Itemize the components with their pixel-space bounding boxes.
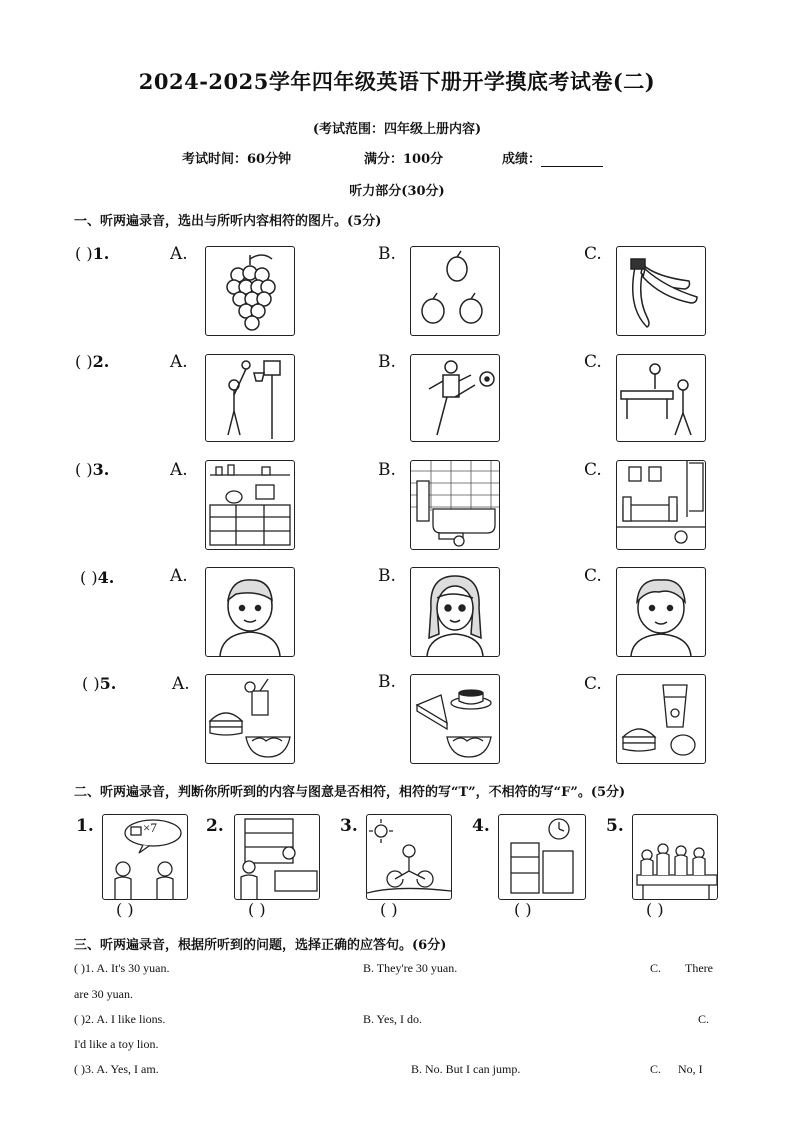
option-label-b: B. — [378, 460, 396, 480]
option-label-b: B. — [378, 672, 396, 692]
option-c-text: No, I — [678, 1062, 703, 1076]
q3-row — [75, 460, 109, 479]
sandwich-coffee-noodles-picture[interactable] — [410, 674, 500, 764]
basketball-picture[interactable] — [205, 354, 295, 442]
option-a: 2. A. I like lions. — [85, 1012, 166, 1026]
exam-scope: (考试范围：四年级上册内容) — [312, 122, 482, 137]
girl-face-picture[interactable] — [410, 567, 500, 657]
answer-paren[interactable]: ( ) — [74, 1062, 85, 1076]
question-number: 1. — [92, 244, 110, 263]
shop-counter-picture[interactable] — [234, 814, 320, 900]
listening-part-title: 听力部分(30分) — [349, 184, 445, 199]
burger-juice-noodles-picture[interactable] — [205, 674, 295, 764]
bananas-picture[interactable] — [616, 246, 706, 336]
option-label-c: C. — [584, 244, 602, 264]
boy-face-picture[interactable] — [205, 567, 295, 657]
option-a: 1. A. It's 30 yuan. — [85, 961, 170, 975]
tf-answer-paren[interactable]: ( ) — [514, 900, 532, 919]
option-label-c: C. — [584, 460, 602, 480]
living-room-picture[interactable] — [616, 460, 706, 550]
milk-burger-egg-picture[interactable] — [616, 674, 706, 764]
option-a: 3. A. Yes, I am. — [85, 1062, 159, 1076]
answer-paren[interactable]: ( ) — [74, 961, 85, 975]
option-c-label: C. — [698, 1012, 710, 1026]
option-label-b: B. — [378, 566, 396, 586]
section2-heading: 二、听两遍录音，判断你所听到的内容与图意是否相符，相符的写“T”，不相符的写“F”。(5分) — [74, 785, 626, 800]
answer-paren[interactable]: ( ) — [75, 460, 93, 479]
exam-time: 考试时间：60分钟 — [182, 152, 292, 167]
table-tennis-picture[interactable] — [616, 354, 706, 442]
boy-cycling-picture[interactable] — [366, 814, 452, 900]
tf-answer-paren[interactable]: ( ) — [116, 900, 134, 919]
option-label-a: A. — [170, 244, 188, 264]
boy-face-picture[interactable] — [616, 567, 706, 657]
tf-answer-paren[interactable]: ( ) — [380, 900, 398, 919]
q5-row — [82, 674, 116, 693]
option-label-a: A. — [170, 566, 188, 586]
answer-paren[interactable]: ( ) — [75, 244, 93, 263]
section3-heading: 三、听两遍录音，根据所听到的问题，选择正确的应答句。(6分) — [74, 938, 447, 953]
bathroom-picture[interactable] — [410, 460, 500, 550]
answer-paren[interactable]: ( ) — [82, 674, 100, 693]
option-c-wrap: I'd like a toy lion. — [74, 1037, 159, 1051]
answer-paren[interactable]: ( ) — [74, 1012, 85, 1026]
choice-row-2 — [74, 1012, 165, 1027]
q1-row — [75, 244, 109, 263]
result-field — [502, 148, 603, 167]
page-title: 2024-2025学年四年级英语下册开学摸底考试卷(二) — [138, 69, 656, 94]
question-number: 5. — [99, 674, 117, 693]
option-c-label: C. — [650, 961, 662, 975]
speech-bubble-text: ×7 — [143, 820, 157, 835]
option-label-a: A. — [170, 460, 188, 480]
option-label-b: B. — [378, 352, 396, 372]
tf-item-number: 3. — [340, 816, 358, 836]
q4-row — [80, 568, 114, 587]
classroom-picture[interactable] — [632, 814, 718, 900]
tf-item-number: 5. — [606, 816, 624, 836]
tf-item-number: 2. — [206, 816, 224, 836]
grapes-picture[interactable] — [205, 246, 295, 336]
question-number: 4. — [97, 568, 115, 587]
question-number: 3. — [92, 460, 110, 479]
option-b: B. No. But I can jump. — [411, 1062, 521, 1076]
option-c-label: C. — [650, 1062, 662, 1076]
option-label-a: A. — [170, 352, 188, 372]
option-label-c: C. — [584, 566, 602, 586]
section1-heading: 一、听两遍录音，选出与所听内容相符的图片。(5分) — [74, 214, 382, 229]
choice-row-1 — [74, 961, 170, 976]
option-label-c: C. — [584, 352, 602, 372]
option-b: B. Yes, I do. — [363, 1012, 423, 1026]
tf-item-number: 1. — [76, 816, 94, 836]
fridge-clock-picture[interactable] — [498, 814, 586, 900]
option-c-wrap: are 30 yuan. — [74, 987, 133, 1001]
option-label-a: A. — [172, 674, 190, 694]
answer-paren[interactable]: ( ) — [75, 352, 93, 371]
answer-paren[interactable]: ( ) — [80, 568, 98, 587]
tf-item-number: 4. — [472, 816, 490, 836]
q2-row — [75, 352, 109, 371]
mangoes-picture[interactable] — [410, 246, 500, 336]
tf-answer-paren[interactable]: ( ) — [646, 900, 664, 919]
tf-answer-paren[interactable]: ( ) — [248, 900, 266, 919]
kitchen-picture[interactable] — [205, 460, 295, 550]
result-blank[interactable] — [541, 154, 603, 167]
option-b: B. They're 30 yuan. — [363, 961, 458, 975]
option-label-b: B. — [378, 244, 396, 264]
question-number: 2. — [92, 352, 110, 371]
choice-row-3 — [74, 1062, 159, 1077]
option-label-c: C. — [584, 674, 602, 694]
football-picture[interactable] — [410, 354, 500, 442]
result-label: 成绩： — [502, 152, 542, 167]
option-c-text: There — [685, 961, 713, 975]
full-score: 满分：100分 — [364, 152, 444, 167]
